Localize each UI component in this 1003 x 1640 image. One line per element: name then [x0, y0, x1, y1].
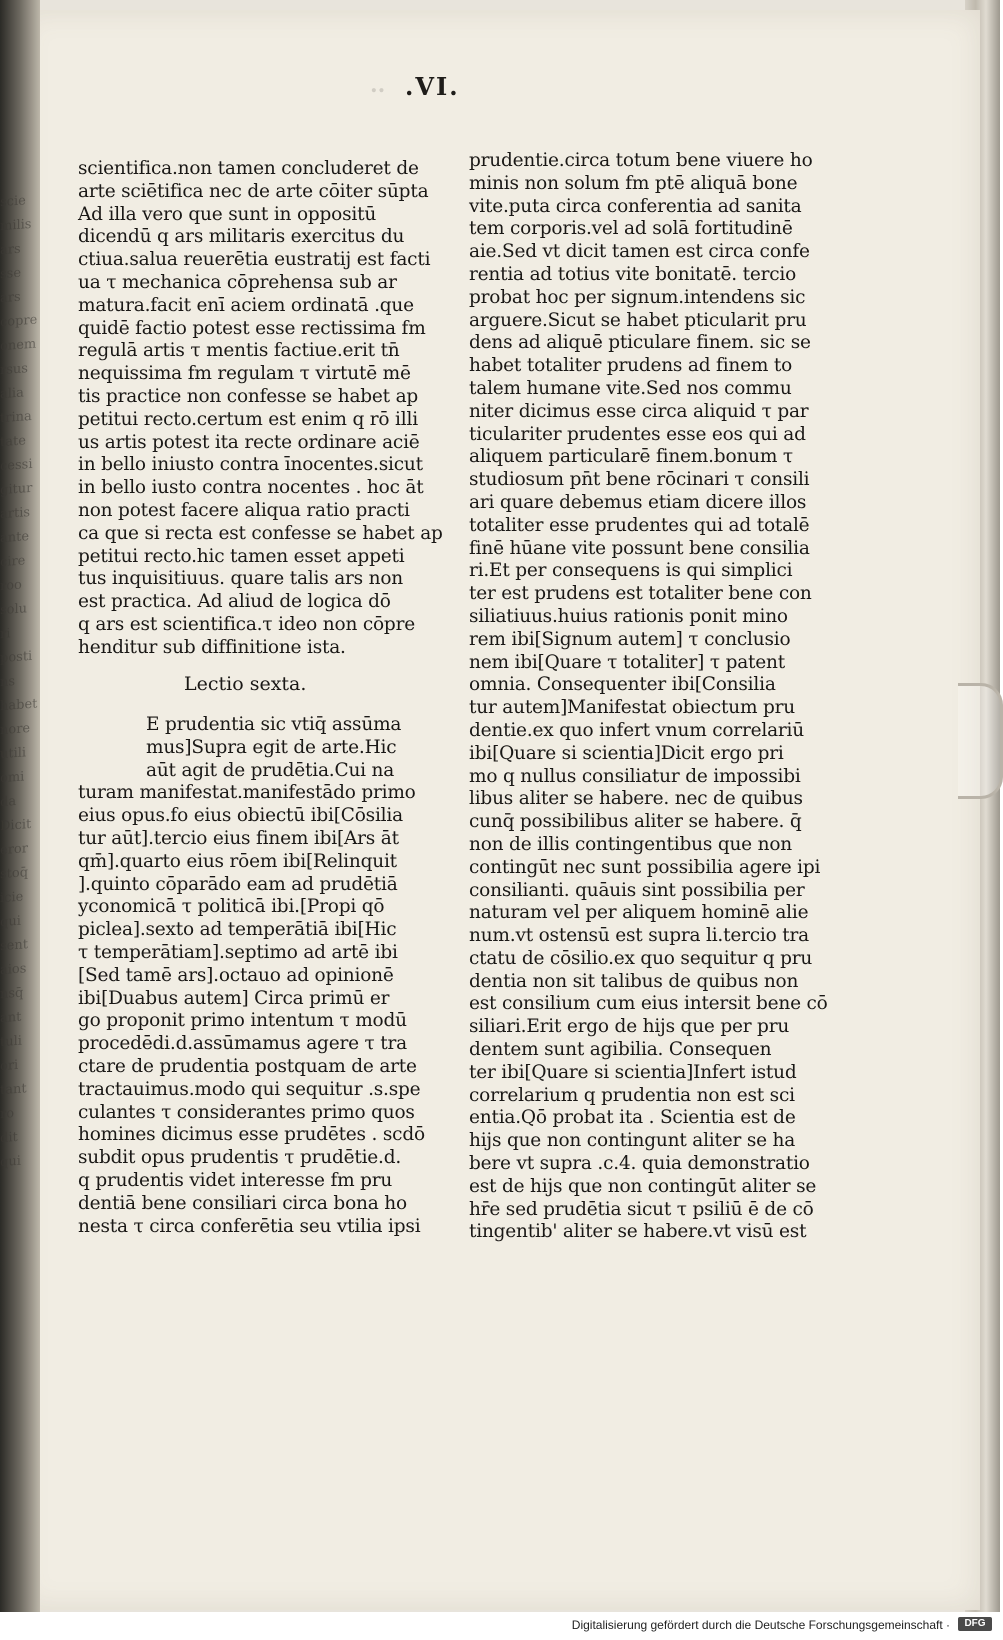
bleed-text-fragment: rsus [0, 361, 28, 379]
bleed-text-fragment: sent [0, 937, 28, 955]
bleed-text-fragment: alia [0, 385, 24, 403]
text-line: libus aliter se habere. nec de quibus [469, 788, 803, 810]
bleed-text-fragment: cessi [0, 456, 33, 475]
text-line: bere vt supra .c.4. quia demonstratio [469, 1153, 810, 1175]
text-line: ari quare debemus etiam dicere illos [469, 491, 807, 513]
bleed-text-fragment: nsq̄ [0, 985, 24, 1003]
bleed-text-fragment: ori [0, 1057, 19, 1075]
bleed-text-fragment: ro [0, 1106, 15, 1123]
text-line: tur autem]Manifestat obiectum pru [469, 697, 796, 719]
bleed-text-fragment: ars [0, 241, 21, 259]
text-line: mus]Supra egit de arte.Hic [146, 736, 397, 758]
digitization-footer [0, 1612, 1000, 1640]
text-line: dentem sunt agibilia. Consequen [469, 1039, 772, 1061]
text-line: ca que si recta est confesse se habet ap [78, 522, 443, 544]
text-line: quidē factio potest esse rectissima fm [78, 317, 426, 339]
footer-credit-text: Digitalisierung gefördert durch die Deutsche Forschungsgemeinschaft · [571, 1618, 950, 1632]
text-line: piclea].sexto ad temperātiā ibi[Hic [78, 919, 397, 941]
bleed-text-fragment: posti [0, 648, 33, 667]
text-line: ctatu de cōsilio.ex quo sequitur q pru [469, 947, 813, 969]
bleed-text-fragment: eror [0, 841, 28, 859]
text-line: E prudentia sic vtiq̄ assūma [146, 714, 402, 735]
text-line: correlarium q prudentia non est sci [469, 1084, 795, 1106]
bleed-text-fragment: qui [0, 913, 21, 931]
text-line: nesta τ circa conferētia seu vtilia ipsi [78, 1215, 421, 1237]
text-line: tis practice non confesse se habet ap [78, 385, 419, 407]
bleed-text-fragment: solu [0, 601, 28, 619]
text-line: siliari.Erit ergo de hijs que per pru [469, 1016, 790, 1038]
text-line: cunq̄ possibilibus aliter se habere. q̄ [469, 811, 802, 833]
text-line: dentiā bene consiliari circa bona ho [78, 1192, 407, 1214]
text-line: tus inquisitiuus. quare talis ars non [78, 568, 404, 590]
bleed-text-fragment: trina [0, 408, 32, 427]
bleed-text-fragment: icie [0, 889, 24, 907]
bleed-text-fragment: ars [0, 289, 21, 307]
text-line: hijs que non contingunt aliter se ha [469, 1130, 796, 1152]
folio-number: .VI. [405, 72, 460, 101]
text-line: in bello iusto contra nocentes . hoc āt [78, 477, 424, 499]
bleed-text-fragment: aios [0, 961, 27, 979]
text-line: rentia ad totius vite bonitatē. tercio [469, 263, 797, 285]
text-line: omnia. Consequenter ibi[Consilia [469, 674, 776, 696]
bleed-text-fragment: roo [0, 577, 22, 595]
text-line: aliquem particularē finem.bonum τ [469, 446, 793, 468]
text-line: [Sed tamē ars].octauo ad opinionē [78, 964, 394, 986]
text-line: dentia non sit talibus de quibus non [469, 970, 799, 992]
text-line: ri.Et per consequens is qui simplici [469, 560, 793, 582]
text-line: ctare de prudentia postquam de arte [78, 1055, 417, 1077]
text-line: in bello iniusto contra īnocentes.sicut [78, 454, 423, 476]
bleed-text-fragment: onem [0, 336, 37, 355]
text-line: consilianti. quāuis sint possibilia per [469, 879, 805, 901]
text-line: contingūt nec sunt possibilia agere ipi [469, 856, 821, 878]
text-line: culantes τ considerantes primo quos [78, 1101, 415, 1123]
text-line: Ad illa vero que sunt in oppositū [78, 203, 377, 225]
text-line: ctiua.salua reuerētia eustratij est facti [78, 249, 431, 271]
text-line: niter dicimus esse circa aliquid τ par [469, 400, 809, 422]
bleed-text-fragment: da [0, 793, 17, 811]
bleed-text-fragment: scie [0, 193, 26, 211]
bleed-text-fragment: ns [0, 674, 16, 691]
text-line: petitui recto.certum est enim q rō illi [78, 408, 418, 430]
text-line: yconomicā τ politicā ibi.[Propi qō [78, 896, 385, 918]
text-line: ibi[Duabus autem] Circa primū er [78, 987, 390, 1009]
text-line: naturam vel per aliquem hominē alie [469, 902, 809, 924]
text-line: ter est prudens est totaliter bene con [469, 583, 812, 605]
text-line: tractauimus.modo qui sequitur .s.spe [78, 1078, 421, 1100]
text-line: non de illis contingentibus que non [469, 833, 792, 855]
bleed-text-fragment: stoq̄ [0, 865, 29, 883]
bleed-text-fragment: Dicit [0, 816, 32, 835]
text-line: ua τ mechanica cōprehensa sub ar [78, 271, 397, 293]
bleed-text-fragment: tate [0, 433, 26, 451]
text-line: ticulariter prudentes esse eos qui ad [469, 423, 806, 445]
section-heading: Lectio sexta. [184, 673, 307, 695]
bleed-text-fragment: tant [0, 1081, 27, 1099]
text-line: henditur sub diffinitione ista. [78, 636, 346, 658]
text-line: arte sciētifica nec de arte cōiter sūpta [78, 180, 429, 202]
text-line: est practica. Ad aliud de logica dō [78, 591, 391, 613]
text-line: τ temperātiam].septimo ad artē ibi [78, 941, 398, 963]
text-line: eius opus.fo eius obiectū ibi[Cōsilia [78, 805, 403, 827]
bleed-text-fragment: dit [0, 1129, 18, 1147]
bleed-text-fragment: gitur [0, 480, 33, 499]
bleed-text-fragment: ant [0, 1009, 22, 1027]
text-line: tem corporis.vel ad solā fortitudinē [469, 218, 793, 240]
text-line: nem ibi[Quare τ totaliter] τ patent [469, 651, 785, 673]
text-line: ter ibi[Quare si scientia]Infert istud [469, 1061, 797, 1083]
text-line: minis non solum fm ptē aliquā bone [469, 172, 798, 194]
bleed-text-fragment: sse [0, 265, 22, 283]
text-line: ibi[Quare si scientia]Dicit ergo pri [469, 742, 784, 764]
page-clip-mark [958, 683, 1003, 799]
dfg-logo: DFG [958, 1617, 992, 1631]
text-line: petitui recto.hic tamen esset appeti [78, 545, 405, 567]
text-line: talem humane vite.Sed nos commu [469, 377, 792, 399]
text-line: habet totaliter prudens ad finem to [469, 355, 793, 377]
text-line: finē hūane vite possunt bene consilia [469, 537, 810, 559]
text-line: scientifica.non tamen concluderet de [78, 158, 419, 179]
text-line: dens ad aliquē pticulare finem. sic se [469, 332, 811, 354]
left-column-bottom [78, 714, 425, 1238]
bleed-text-fragment: ante [0, 529, 30, 547]
bleed-text-fragment: habet [0, 696, 38, 715]
text-line: dicendū q ars militaris exercitus du [78, 226, 405, 248]
text-line: q prudentis videt interesse fm pru [78, 1169, 393, 1191]
text-line: totaliter esse prudentes qui ad totalē [469, 514, 810, 536]
text-line: entia.Qō probat ita . Scientia est de [469, 1107, 796, 1129]
facing-page-bleed-text [0, 189, 38, 1211]
text-line: siliatiuus.huius rationis ponit mino [469, 605, 788, 627]
folio-shadow: .. [370, 72, 386, 98]
text-line: nequissima fm regulam τ virtutē mē [78, 363, 411, 385]
bleed-text-fragment: cire [0, 553, 26, 571]
text-line: matura.facit enī aciem ordinatā .que [78, 294, 414, 316]
bleed-text-fragment: qui [0, 1153, 21, 1171]
left-column-top [78, 158, 443, 660]
text-line: vite.puta circa conferentia ad sanita [469, 195, 802, 217]
text-line: probat hoc per signum.intendens sic [469, 286, 806, 308]
text-line: aūt agit de prudētia.Cui na [146, 759, 395, 781]
text-line: rem ibi[Signum autem] τ conclusio [469, 628, 791, 650]
text-line: est consilium cum eius intersit bene cō [469, 993, 828, 1015]
text-line: us artis potest ita recte ordinare aciē [78, 431, 420, 453]
text-line: q ars est scientifica.τ ideo non cōpre [78, 613, 415, 635]
text-line: num.vt ostensū est supra li.tercio tra [469, 925, 809, 947]
text-line: turam manifestat.manifestādo primo [78, 782, 416, 804]
bleed-text-fragment: tuli [0, 1033, 22, 1051]
text-line: mo q nullus consiliatur de impossibi [469, 765, 801, 787]
text-line: non potest facere aliqua ratio practi [78, 499, 410, 521]
bleed-text-fragment: nore [0, 721, 31, 739]
text-line: procedēdi.d.assūmamus agere τ tra [78, 1033, 407, 1055]
text-line: ].quinto cōparādo eam ad prudētiā [78, 873, 398, 895]
text-line: tur aūt].tercio eius finem ibi[Ars āt [78, 827, 399, 849]
bleed-text-fragment: omi [0, 769, 25, 787]
bleed-text-fragment: artis [0, 505, 31, 523]
bleed-text-fragment: milis [0, 216, 32, 235]
text-line: qm̄].quarto eius rōem ibi[Relinquit [78, 850, 397, 872]
text-line: aie.Sed vt dicit tamen est circa confe [469, 241, 810, 263]
text-line: prudentie.circa totum bene viuere ho [469, 150, 813, 171]
text-line: subdit opus prudentis τ prudētie.d. [78, 1147, 402, 1169]
text-line: regulā artis τ mentis factiue.erit tn̄ [78, 340, 400, 362]
text-line: tingentib' aliter se habere.vt visū est [469, 1221, 807, 1243]
bleed-text-fragment: copre [0, 312, 38, 331]
text-line: dentie.ex quo infert vnum correlariū [469, 719, 804, 741]
right-column [469, 150, 828, 1244]
text-line: hr̄e sed prudētia sicut τ psiliū ē de cō [469, 1198, 814, 1220]
bleed-text-fragment: ri [0, 626, 11, 643]
text-line: homines dicimus esse prudētes . scdō [78, 1124, 425, 1146]
text-line: est de hijs que non contingūt aliter se [469, 1175, 817, 1197]
text-line: go proponit primo intentum τ modū [78, 1010, 407, 1032]
text-line: arguere.Sicut se habet pticularit pru [469, 309, 807, 331]
text-line: studiosum pn̄t bene rōcinari τ consili [469, 469, 810, 491]
bleed-text-fragment: utili [0, 745, 27, 763]
